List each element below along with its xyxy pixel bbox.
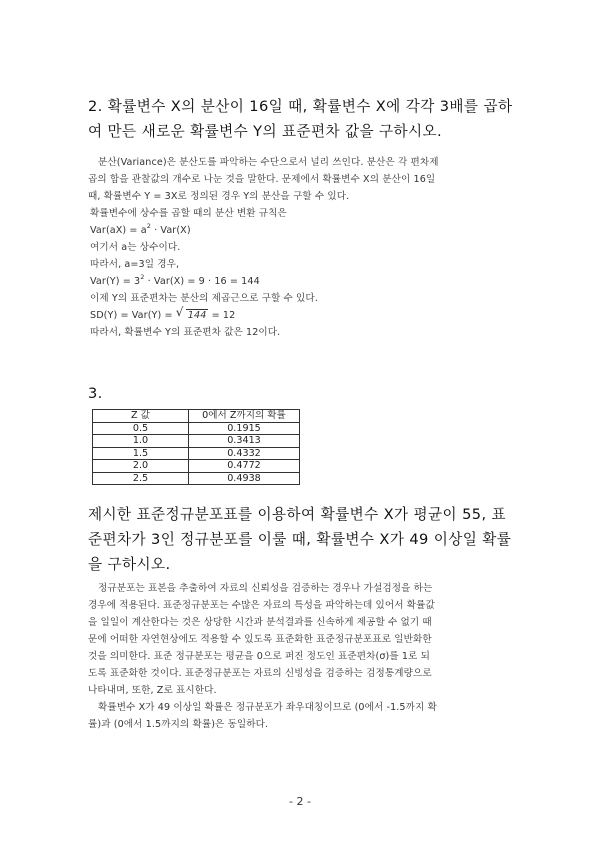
answer-line: 경우에 적용된다. 표준정규분포는 수많은 자료의 특성을 파악하는데 있어서 확률값 [88, 600, 435, 611]
table-cell: 1.0 [93, 435, 189, 448]
table-cell: 0.1915 [189, 422, 300, 435]
rule-intro: 확률변수에 상수를 곱할 때의 분산 변환 규칙은 [90, 208, 287, 219]
answer-line: 것을 의미한다. 표준 정규분포는 평균을 0으로 퍼진 정도인 표준편차(σ)를 1로 되 [88, 651, 430, 662]
table-cell: 0.4332 [189, 447, 300, 460]
answer-line: 나타내며, 또한, Z로 표시한다. [88, 685, 217, 696]
therefore-line: 따라서, a=3일 경우, [90, 259, 180, 270]
answer-line: 문에 어떠한 자연현상에도 적용할 수 있도록 표준화한 표준정규분포표로 일반화한 [88, 634, 432, 645]
question-3-title-line: 준편차가 3인 정규분포를 이룰 때, 확률변수 X가 49 이상일 확률 [88, 531, 512, 548]
question-3-answer [88, 580, 528, 733]
constant-note: 여기서 a는 상수이다. [90, 242, 181, 253]
table-row [93, 460, 300, 473]
answer-line: 때, 확률변수 Y = 3X로 정의된 경우 Y의 분산을 구할 수 있다. [88, 191, 350, 202]
question-2-title [88, 94, 533, 144]
page-number: - 2 - [289, 795, 311, 808]
answer-line: 을 일일이 계산한다는 것은 상당한 시간과 분석결과를 신속하게 제공할 수 없기 때 [88, 617, 432, 628]
table-cell: 2.0 [93, 460, 189, 473]
question-2-answer [88, 154, 528, 341]
rule-formula: $Var(aX) = a^2 \cdot Var(X)$ [90, 221, 191, 236]
column-header: 0에서 Z까지의 확률 [189, 410, 300, 423]
answer-line: 정규분포는 표본을 추출하여 자료의 신뢰성을 검증하는 경우나 가설검정을 하는 [98, 583, 433, 594]
table-row [93, 422, 300, 435]
question-2-title-line: 2. 확률변수 X의 분산이 16일 때, 확률변수 X에 각각 3배를 곱하 [88, 98, 513, 115]
question-3-title-line: 제시한 표준정규분포표를 이용하여 확률변수 X가 평균이 55, 표 [88, 506, 507, 523]
table-cell: 0.3413 [189, 435, 300, 448]
table-cell: 2.5 [93, 472, 189, 485]
table-row [93, 472, 300, 485]
question-3-title-line: 을 구하시오. [88, 556, 171, 573]
answer-line: 확률변수 X가 49 이상일 확률은 정규분포가 좌우대칭이므로 (0에서 -1.5까지 확 [98, 702, 437, 713]
question-3-title [88, 502, 533, 577]
table-row [93, 435, 300, 448]
table-row [93, 447, 300, 460]
answer-line: 률)과 (0에서 1.5까지의 확률)은 동일하다. [88, 719, 269, 730]
var-y-formula: $Var(Y) = 3^2 \cdot Var(X) = 9 \cdot 16 = 144$ [90, 272, 260, 287]
answer-line: 곱의 합을 관찰값의 개수로 나눈 것을 말한다. 문제에서 확률변수 X의 분산이 16일 [88, 174, 436, 185]
answer-line: 분산(Variance)은 분산도를 파악하는 수단으로서 널리 쓰인다. 분산은 각 편차제 [98, 157, 439, 168]
question-2-title-line: 여 만든 새로운 확률변수 Y의 표준편차 값을 구하시오. [88, 123, 443, 140]
sd-intro: 이제 Y의 표준편차는 분산의 제곱근으로 구할 수 있다. [90, 293, 318, 304]
z-table [92, 409, 300, 485]
question-3-number: 3. [88, 385, 103, 402]
conclusion-line: 따라서, 확률변수 Y의 표준편차 값은 12이다. [90, 327, 281, 338]
table-cell: 0.4938 [189, 472, 300, 485]
table-header-row [93, 410, 300, 423]
sd-formula: SD(Y) = Var(Y) = √ 144 = 12 [88, 307, 528, 324]
square-root-symbol: √ 144 [175, 305, 207, 321]
table-cell: 1.5 [93, 447, 189, 460]
table-cell: 0.4772 [189, 460, 300, 473]
answer-line: 도록 표준화한 것이다. 표준정규분포는 자료의 신빙성을 검증하는 검정통계량으로 [88, 668, 432, 679]
column-header: Z 값 [93, 410, 189, 423]
table-cell: 0.5 [93, 422, 189, 435]
